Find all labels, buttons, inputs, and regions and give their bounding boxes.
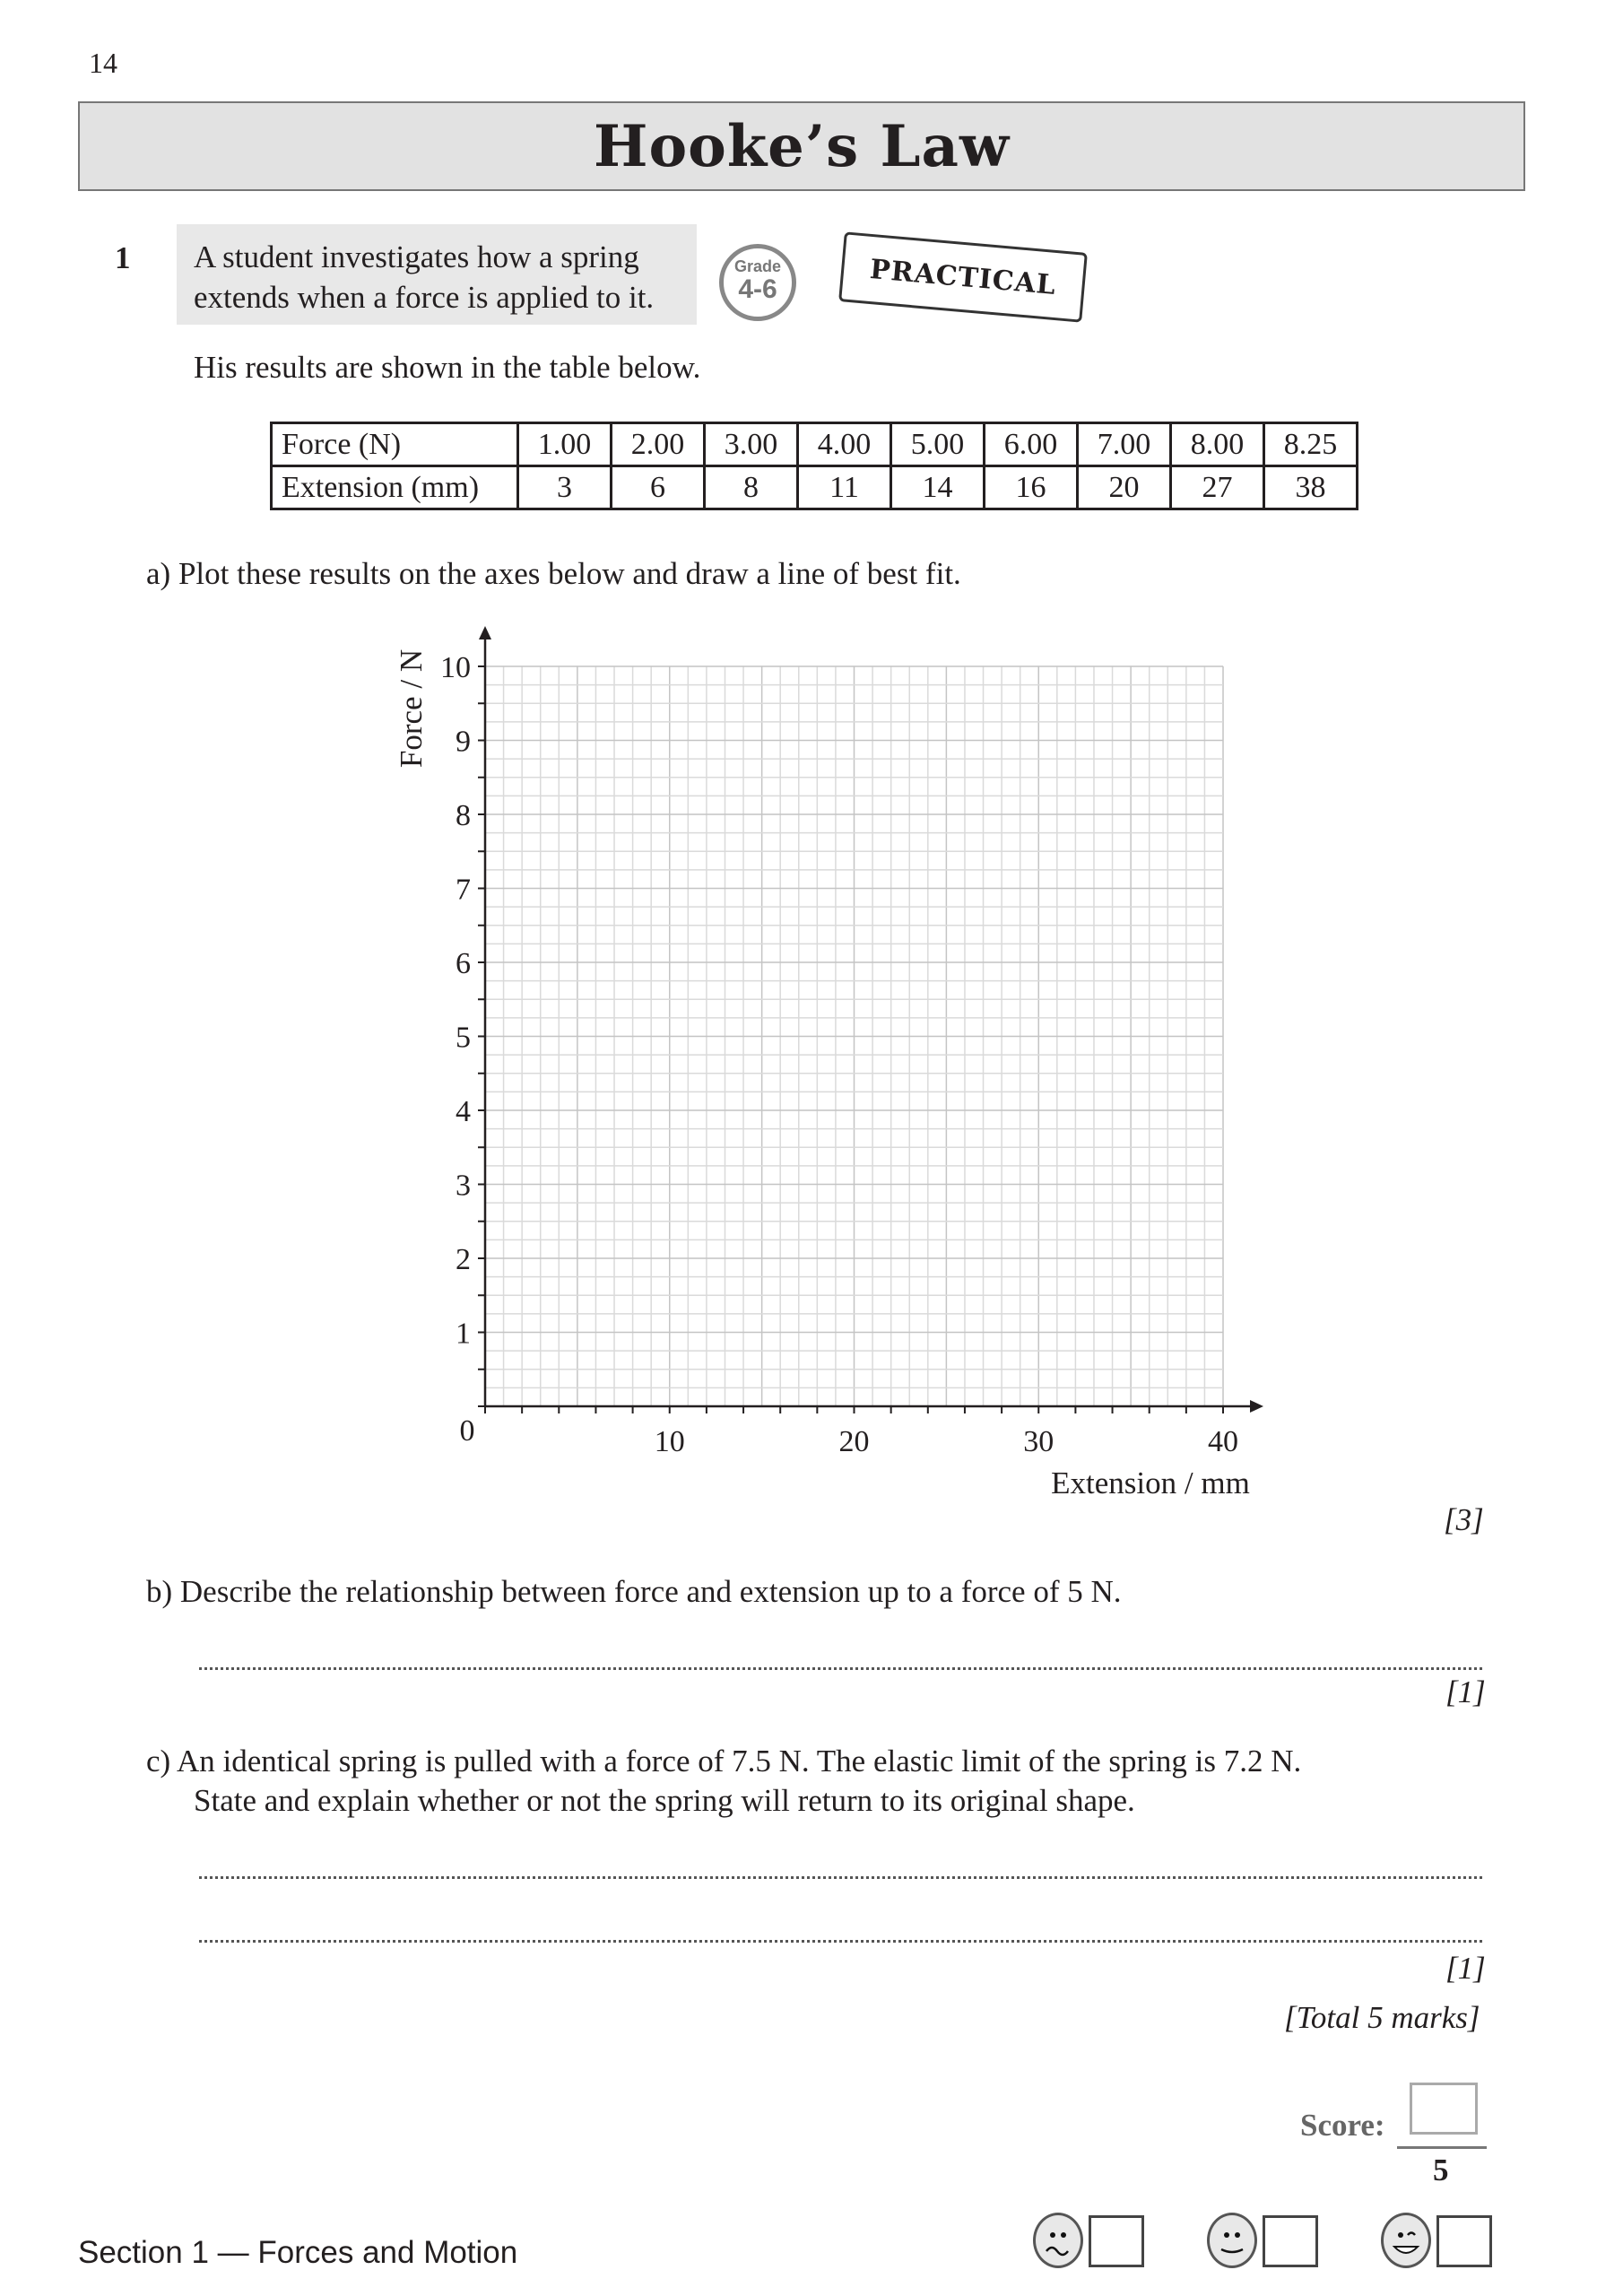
part-a-text: a) Plot these results on the axes below and draw a line of best fit. — [146, 556, 961, 591]
happy-face-icon — [1381, 2213, 1431, 2268]
part-c-text-1: c) An identical spring is pulled with a force of 7.5 N. The elastic limit of the spring is 7.2 N. — [146, 1744, 1302, 1779]
table-cell: 6.00 — [985, 423, 1078, 466]
page-number: 14 — [89, 47, 117, 79]
confidence-box-low[interactable] — [1089, 2215, 1144, 2267]
y-tick-label: 4 — [456, 1095, 471, 1128]
results-text: His results are shown in the table below. — [194, 350, 701, 385]
y-tick-label: 10 — [440, 651, 471, 684]
marks-c: [1] — [1445, 1951, 1486, 1986]
marks-b: [1] — [1445, 1674, 1486, 1709]
table-cell: 3.00 — [705, 423, 798, 466]
page-title: Hooke’s Law — [593, 112, 1011, 180]
y-tick-label: 3 — [456, 1169, 471, 1203]
intro-line-1: A student investigates how a spring — [194, 239, 639, 274]
marks-a: [3] — [1444, 1502, 1484, 1537]
y-axis-label: Force / N — [394, 648, 429, 769]
section-footer: Section 1 — Forces and Motion — [78, 2235, 518, 2270]
table-cell: 1.00 — [518, 423, 612, 466]
answer-line-c-1[interactable] — [199, 1876, 1482, 1879]
table-cell: 2.00 — [612, 423, 705, 466]
y-tick-label: 9 — [456, 725, 471, 759]
x-tick-label: 30 — [1023, 1425, 1055, 1458]
part-c-text-2: State and explain whether or not the spring will return to its original shape. — [194, 1783, 1135, 1818]
total-marks: [Total 5 marks] — [1284, 2000, 1480, 2035]
score-max: 5 — [1433, 2152, 1449, 2187]
x-axis-arrow-icon — [1250, 1400, 1263, 1413]
table-cell: 7.00 — [1078, 423, 1171, 466]
score-input-box[interactable] — [1410, 2083, 1478, 2135]
table-cell: 8.25 — [1264, 423, 1358, 466]
confidence-box-high[interactable] — [1436, 2215, 1492, 2267]
table-cell: 38 — [1264, 466, 1358, 509]
table-cell: 8.00 — [1171, 423, 1264, 466]
table-cell: 16 — [985, 466, 1078, 509]
answer-line-c-2[interactable] — [199, 1940, 1482, 1943]
row-header: Extension (mm) — [272, 466, 518, 509]
table-cell: 5.00 — [891, 423, 985, 466]
table-cell: 20 — [1078, 466, 1171, 509]
table-cell: 4.00 — [798, 423, 891, 466]
confidence-box-medium[interactable] — [1263, 2215, 1318, 2267]
y-tick-label: 6 — [456, 947, 471, 980]
y-tick-label: 7 — [456, 873, 471, 907]
table-cell: 3 — [518, 466, 612, 509]
intro-line-2: extends when a force is applied to it. — [194, 280, 655, 315]
score-label: Score: — [1300, 2108, 1385, 2143]
y-tick-label: 5 — [456, 1021, 471, 1055]
score-divider — [1397, 2146, 1487, 2149]
x-tick-label: 20 — [838, 1425, 870, 1458]
y-axis-arrow-icon — [479, 626, 491, 639]
graph-grid — [485, 666, 1223, 1406]
question-number: 1 — [115, 240, 131, 275]
x-axis-label: Extension / mm — [1051, 1465, 1250, 1500]
x-tick-label: 10 — [654, 1425, 685, 1458]
practical-stamp: PRACTICAL — [838, 231, 1088, 322]
y-tick-label: 2 — [456, 1243, 471, 1276]
part-b-text: b) Describe the relationship between force and extension up to a force of 5 N. — [146, 1574, 1122, 1609]
x-tick-label: 40 — [1208, 1425, 1238, 1458]
y-tick-label: 1 — [456, 1317, 471, 1351]
row-header: Force (N) — [272, 423, 518, 466]
origin-label: 0 — [459, 1414, 475, 1448]
neutral-face-icon — [1207, 2213, 1257, 2268]
grade-range: 4-6 — [738, 274, 777, 304]
answer-line-b[interactable] — [199, 1667, 1482, 1670]
worried-face-icon — [1033, 2213, 1083, 2268]
table-cell: 27 — [1171, 466, 1264, 509]
table-cell: 14 — [891, 466, 985, 509]
table-cell: 8 — [705, 466, 798, 509]
y-tick-label: 8 — [456, 799, 471, 832]
grade-label: Grade — [733, 257, 782, 275]
table-cell: 6 — [612, 466, 705, 509]
table-cell: 11 — [798, 466, 891, 509]
